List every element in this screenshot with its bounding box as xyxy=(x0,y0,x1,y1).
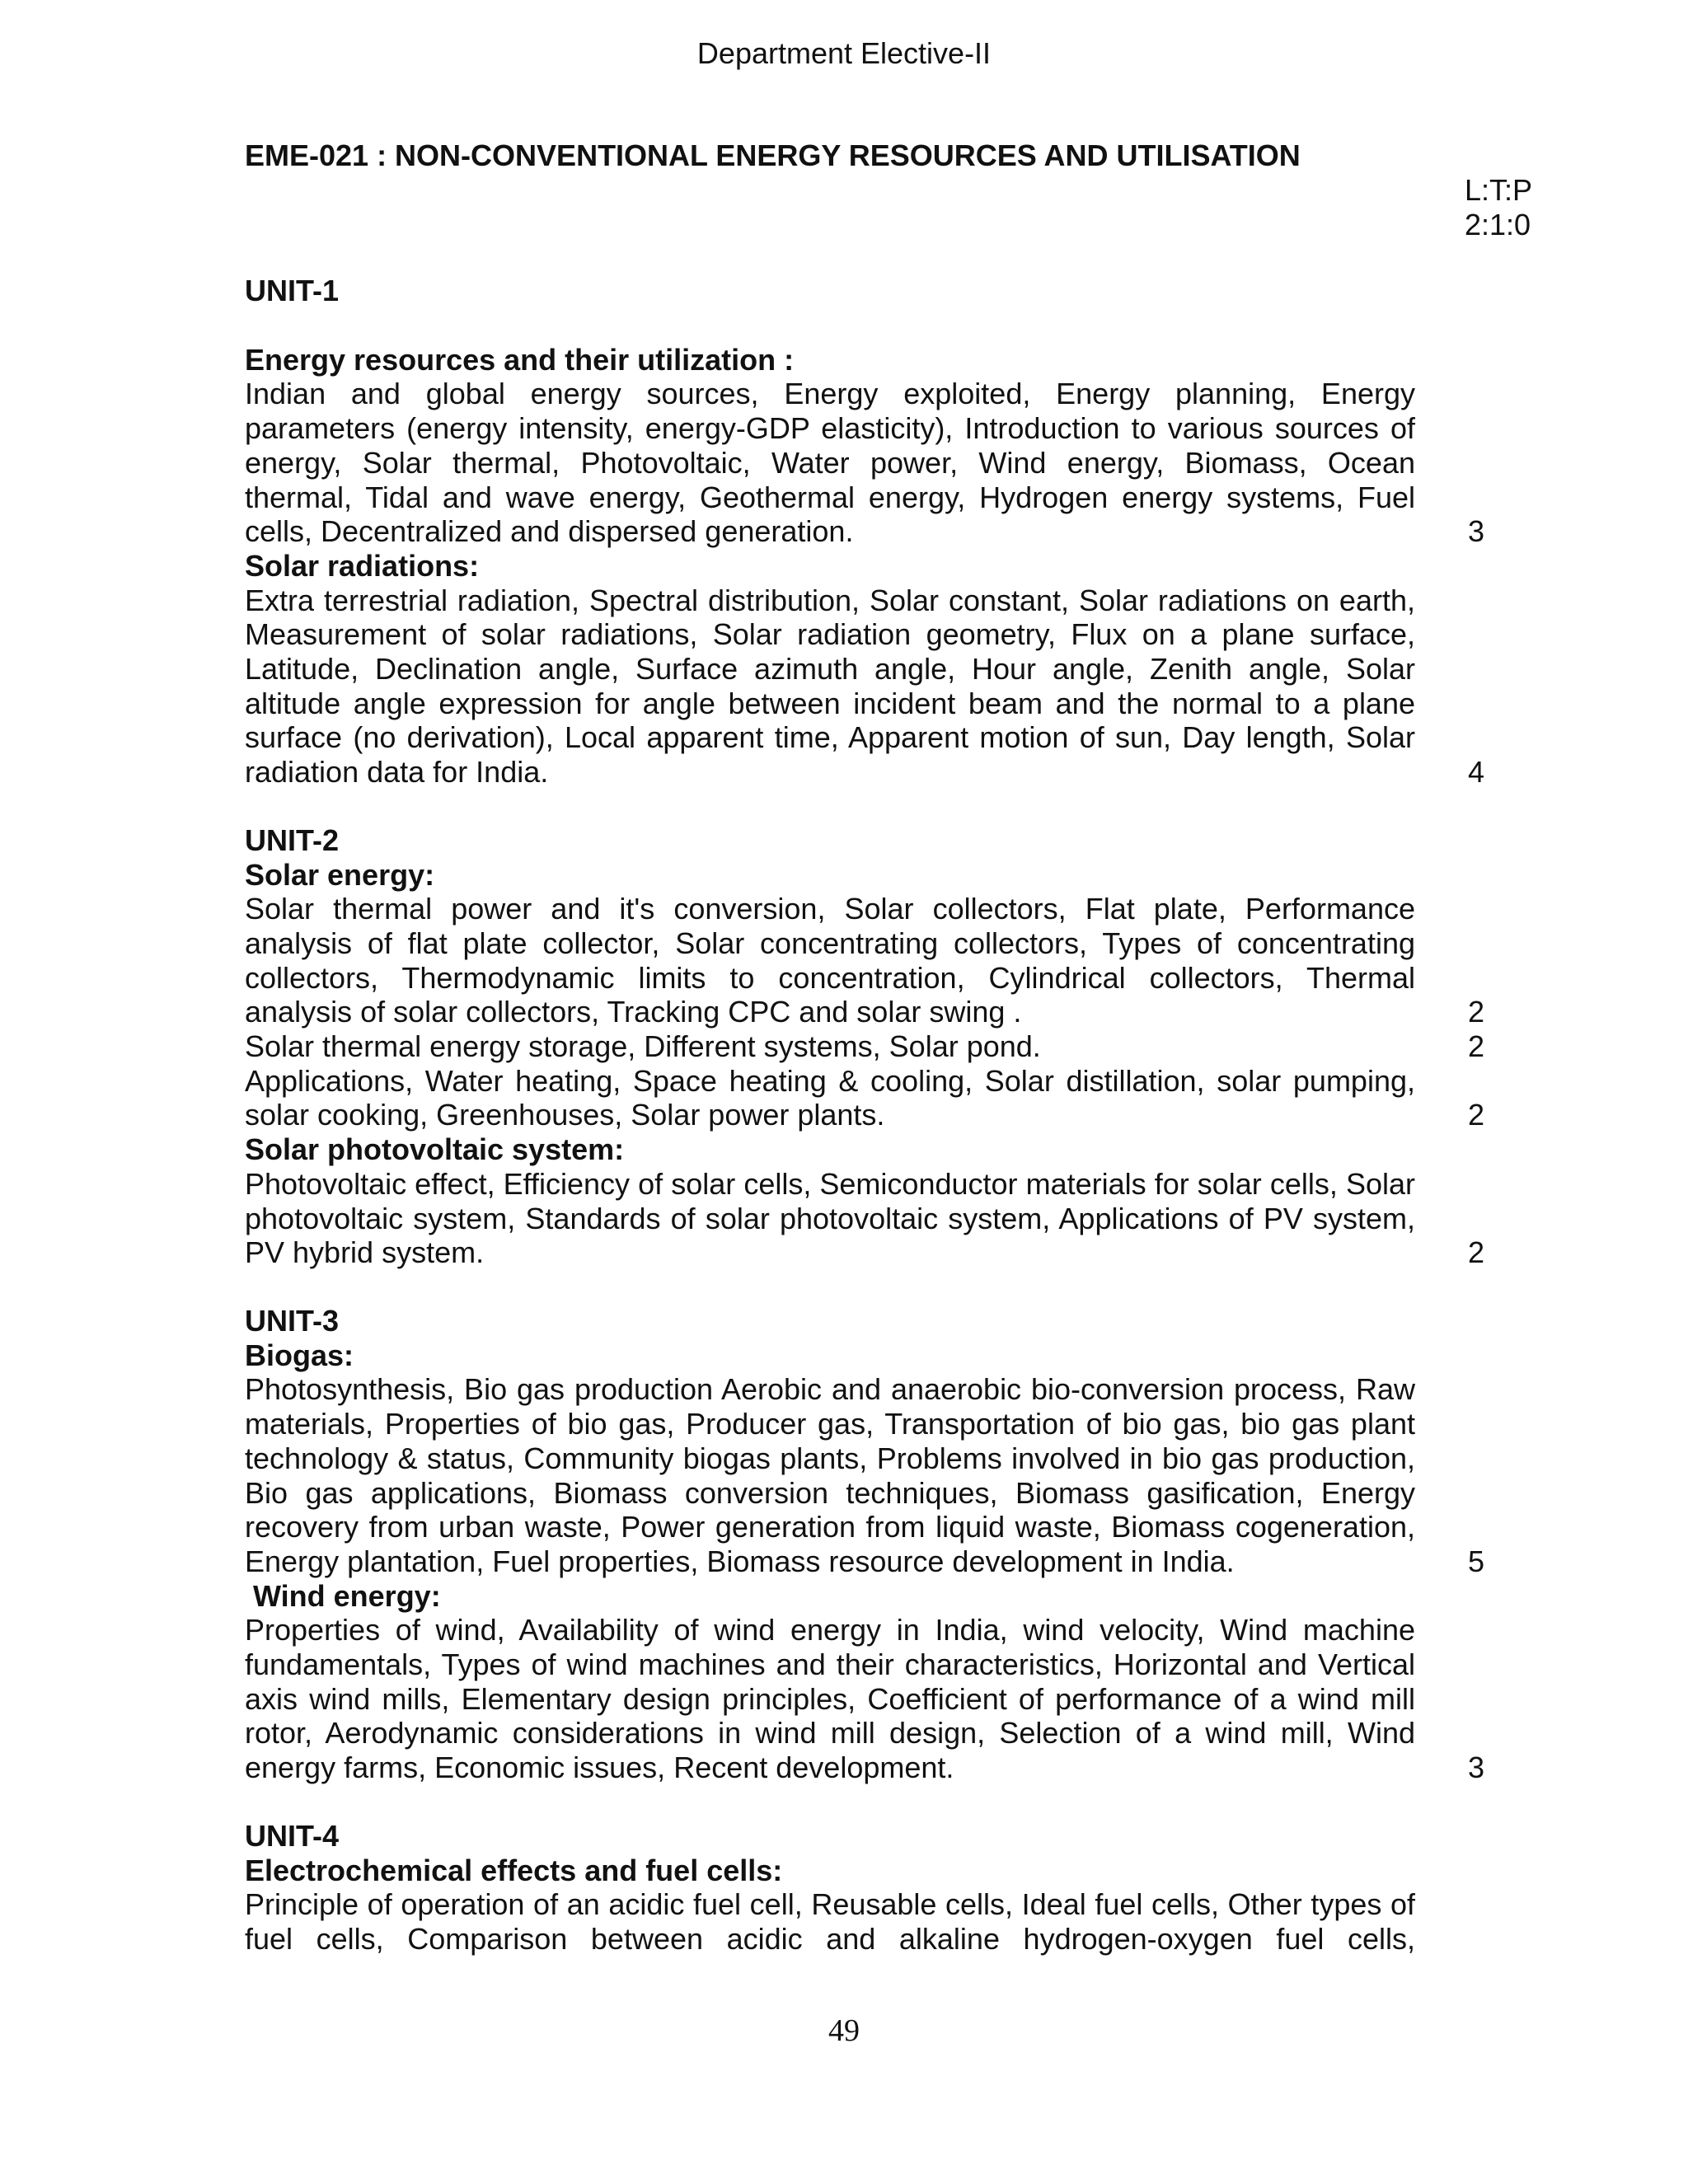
paragraph-text: Extra terrestrial radiation, Spectral distribution, Solar constant, Solar radiations on earth, Measurement of solar radiations, Solar radiation geometry, Flux on a plane surface, Latitude, Declination angle, Surface azimuth angle, Hour angle, Zenith angle, Solar altitude angle expression for angle between incident beam and the normal to a plane surface (no derivation), Local apparent time, Apparent motion of sun, Day length, Solar radiation data for India. xyxy=(245,583,1415,790)
unit-heading: UNIT-4 xyxy=(245,1818,340,1853)
unit-heading: UNIT-2 xyxy=(245,823,340,857)
ltp-block xyxy=(1465,173,1532,242)
syllabus-content xyxy=(245,274,1485,1957)
topic-heading: Wind energy: xyxy=(245,1578,441,1613)
page-header: Department Elective-II xyxy=(696,36,992,70)
topic-paragraph xyxy=(245,1029,1485,1064)
topic-paragraph xyxy=(245,1887,1415,1956)
hours-value: 2 xyxy=(1468,995,1485,1029)
topic-paragraph xyxy=(245,583,1485,790)
unit-heading: UNIT-1 xyxy=(245,274,340,307)
paragraph-text: Principle of operation of an acidic fuel cell, Reusable cells, Ideal fuel cells, Other types of fuel cells, Comparison between acidic and alkaline hydrogen-oxygen fuel cells, xyxy=(245,1887,1415,1956)
topic-paragraph xyxy=(245,1372,1485,1578)
paragraph-text: Applications, Water heating, Space heating & cooling, Solar distillation, solar pumping, solar cooking, Greenhouses, Solar power plants. xyxy=(245,1063,1415,1132)
hours-value: 2 xyxy=(1468,1235,1485,1270)
topic-heading: Biogas: xyxy=(245,1338,354,1372)
ltp-value: 2:1:0 xyxy=(1465,208,1531,241)
hours-value: 3 xyxy=(1468,514,1485,549)
hours-value: 2 xyxy=(1468,1098,1485,1132)
hours-value: 4 xyxy=(1468,755,1485,790)
paragraph-text: Photosynthesis, Bio gas production Aerobic and anaerobic bio-conversion process, Raw materials, Properties of bio gas, Producer gas, Transportation of bio gas, bio gas plant technology & status, Community biogas plants, Problems involved in bio gas production, Bio gas applications, Biomass conversion techniques, Biomass gasification, Energy recovery from urban waste, Power generation from liquid waste, Biomass cogeneration, Energy plantation, Fuel properties, Biomass resource development in India. xyxy=(245,1372,1415,1578)
unit-heading: UNIT-3 xyxy=(245,1303,340,1338)
topic-paragraph xyxy=(245,1166,1485,1270)
ltp-label: L:T:P xyxy=(1465,173,1533,207)
hours-value: 3 xyxy=(1468,1750,1485,1785)
paragraph-text: Solar thermal energy storage, Different systems, Solar pond. xyxy=(245,1029,1041,1064)
paragraph-text: Photovoltaic effect, Efficiency of solar cells, Semiconductor materials for solar cells, Solar photovoltaic system, Standards of solar photovoltaic system, Applications of PV system, PV hybrid system. xyxy=(245,1166,1415,1270)
paragraph-text: Properties of wind, Availability of wind energy in India, wind velocity, Wind machine fundamentals, Types of wind machines and their characteristics, Horizontal and Vertical axis wind mills, Elementary design principles, Coefficient of performance of a wind mill rotor, Aerodynamic considerations in wind mill design, Selection of a wind mill, Wind energy farms, Economic issues, Recent development. xyxy=(245,1613,1415,1785)
topic-heading: Energy resources and their utilization : xyxy=(245,342,795,377)
hours-value: 2 xyxy=(1468,1029,1485,1064)
topic-heading: Solar radiations: xyxy=(245,548,480,583)
topic-paragraph xyxy=(245,377,1485,549)
paragraph-text: Indian and global energy sources, Energy exploited, Energy planning, Energy parameters (energy intensity, energy-GDP elasticity), Introduction to various sources of energy, Solar thermal, Photovoltaic, Water power, Wind energy, Biomass, Ocean thermal, Tidal and wave energy, Geothermal energy, Hydrogen energy systems, Fuel cells, Decentralized and dispersed generation. xyxy=(245,377,1415,549)
topic-heading: Electrochemical effects and fuel cells: xyxy=(245,1853,783,1887)
page-number: 49 xyxy=(828,2013,860,2048)
topic-heading: Solar energy: xyxy=(245,857,435,892)
topic-paragraph xyxy=(245,1613,1485,1785)
topic-heading: Solar photovoltaic system: xyxy=(245,1132,625,1167)
paragraph-text: Solar thermal power and it's conversion, Solar collectors, Flat plate, Performance analysis of flat plate collector, Solar concentrating collectors, Types of concentrating collectors, Thermodynamic limits to concentration, Cylindrical collectors, Thermal analysis of solar collectors, Tracking CPC and solar swing . xyxy=(245,892,1415,1029)
hours-value: 5 xyxy=(1468,1544,1485,1578)
course-title: EME-021 : NON-CONVENTIONAL ENERGY RESOURCES AND UTILISATION xyxy=(245,138,1301,172)
topic-paragraph xyxy=(245,892,1485,1029)
topic-paragraph xyxy=(245,1063,1485,1132)
